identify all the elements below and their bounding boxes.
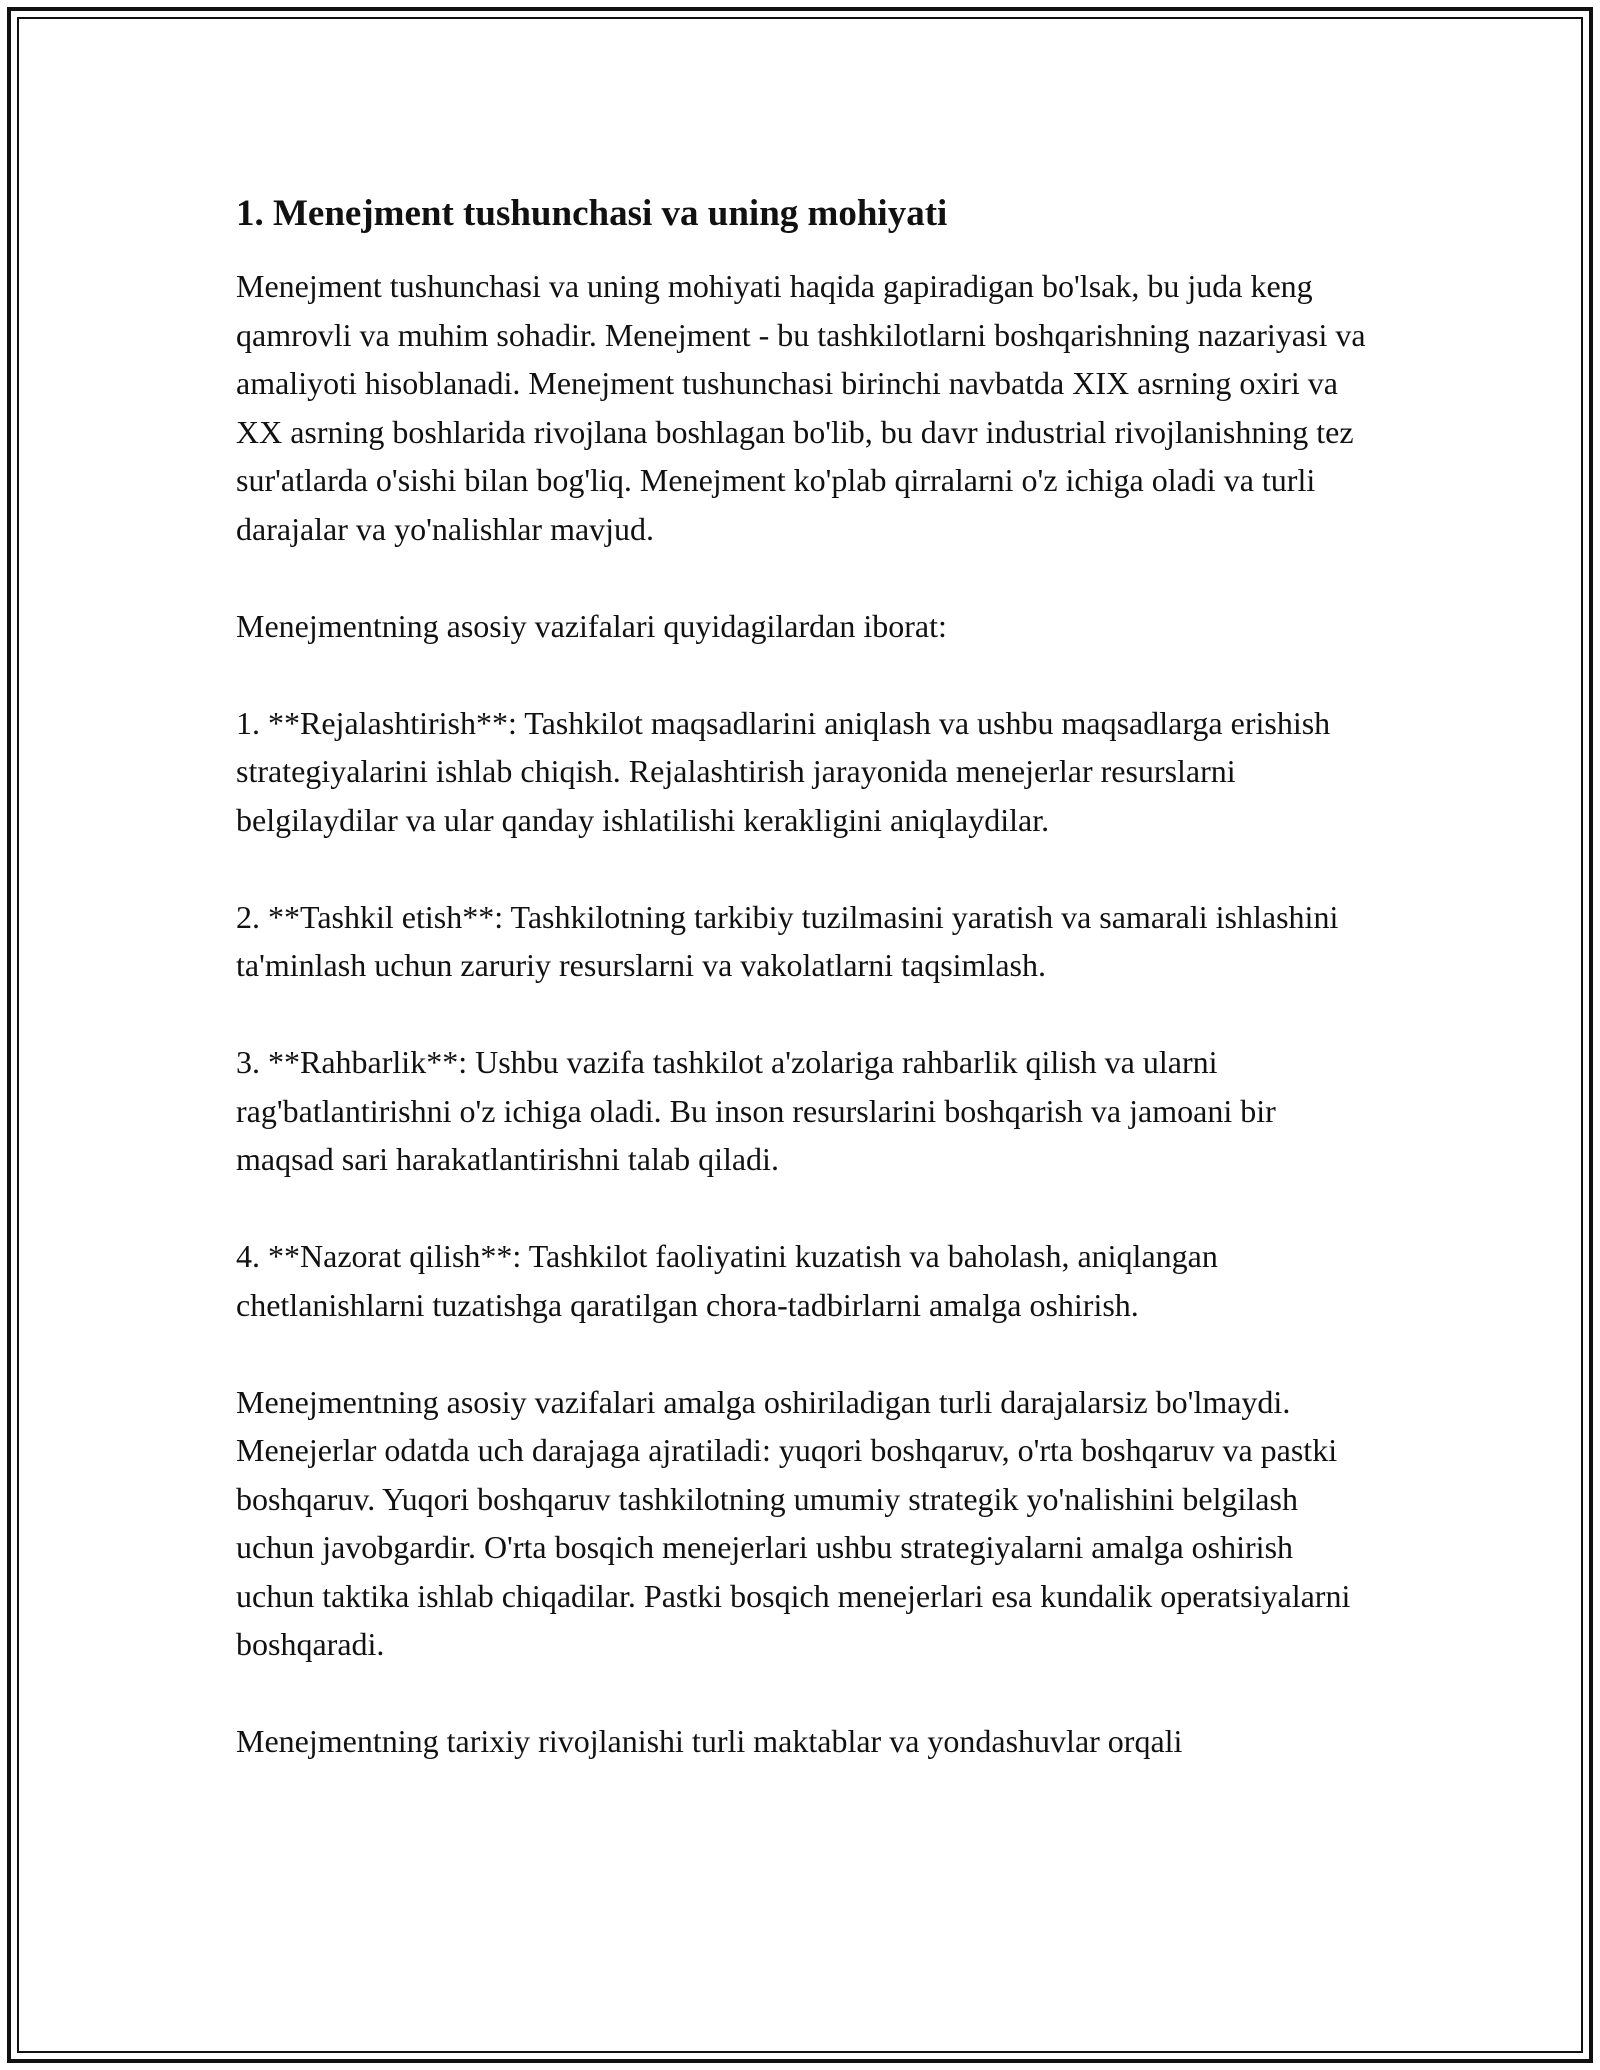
document-title: 1. Menejment tushunchasi va uning mohiyati xyxy=(236,193,948,234)
paragraph-control: 4. **Nazorat qilish**: Tashkilot faoliyatini kuzatish va baholash, aniqlangan chetlanishlarni tuzatishga qaratilgan chora-tadbirlarni amalga oshirish. xyxy=(236,1238,1218,1323)
paragraph-tasks-intro: Menejmentning asosiy vazifalari quyidagilardan iborat: xyxy=(236,607,947,644)
document-body xyxy=(236,190,1376,1814)
paragraph-management-levels: Menejmentning asosiy vazifalari amalga oshiriladigan turli darajalarsiz bo'lmaydi. Menejerlar odatda uch darajaga ajratiladi: yuqori boshqaruv, o'rta boshqaruv va pastki boshqaruv. Yuqori boshqaruv tashkilotning umumiy strategik yo'nalishini belgilash uchun javobgardir. O'rta bosqich menejerlari ushbu strategiyalarni amalga oshirish uchun taktika ishlab chiqadilar. Pastki bosqich menejerlari esa kundalik operatsiyalarni boshqaradi. xyxy=(236,1383,1351,1662)
paragraph-intro: Menejment tushunchasi va uning mohiyati haqida gapiradigan bo'lsak, bu juda keng qamrovli va muhim sohadir. Menejment - bu tashkilotlarni boshqarishning nazariyasi va amaliyoti hisoblanadi. Menejment tushunchasi birinchi navbatda XIX asrning oxiri va XX asrning boshlarida rivojlana boshlagan bo'lib, bu davr industrial rivojlanishning tez sur'atlarda o'sishi bilan bog'liq. Menejment ko'plab qirralarni o'z ichiga oladi va turli darajalar va yo'nalishlar mavjud. xyxy=(236,268,1366,547)
paragraph-history: Menejmentning tarixiy rivojlanishi turli maktablar va yondashuvlar orqali xyxy=(236,1723,1183,1759)
paragraph-leadership: 3. **Rahbarlik**: Ushbu vazifa tashkilot a'zolariga rahbarlik qilish va ularni rag'batlantirishni o'z ichiga oladi. Bu inson resurslarini boshqarish va jamoani bir maqsad sari harakatlantirishni talab qiladi. xyxy=(236,1044,1276,1177)
paragraph-organizing: 2. **Tashkil etish**: Tashkilotning tarkibiy tuzilmasini yaratish va samarali ishlashini ta'minlash uchun zaruriy resurslarni va vakolatlarni taqsimlash. xyxy=(236,898,1339,983)
paragraph-planning: 1. **Rejalashtirish**: Tashkilot maqsadlarini aniqlash va ushbu maqsadlarga erishish strategiyalarini ishlab chiqish. Rejalashtirish jarayonida menejerlar resurslarni belgilaydilar va ular qanday ishlatilishi kerakligini aniqlaydilar. xyxy=(236,704,1331,838)
